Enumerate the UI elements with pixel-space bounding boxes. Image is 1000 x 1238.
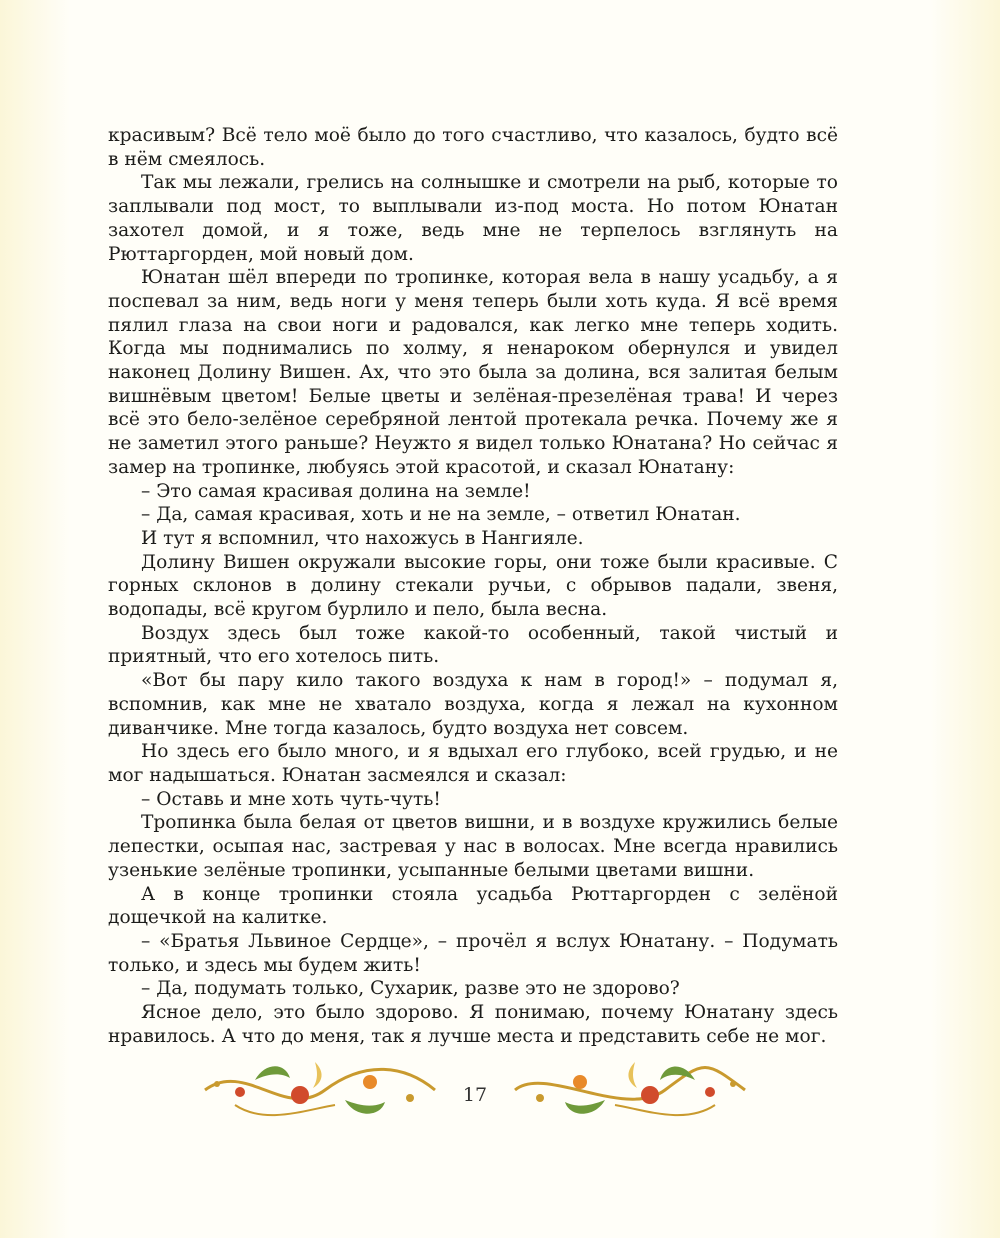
paragraph: И тут я вспомнил, что нахожусь в Нангияле.: [141, 527, 584, 549]
body-text: [108, 124, 838, 1048]
page-footer: [195, 1050, 755, 1130]
paragraph: – Да, подумать только, Сухарик, разве это не здорово?: [141, 978, 680, 1000]
paragraph: Так мы лежали, грелись на солнышке и смотрели на рыб, которые то заплывали под мост, то выплывали из-под моста. Но потом Юнатан захотел домой, и я тоже, ведь мне не терпелось взглянуть на Рюттаргорден, мой новый дом.: [108, 172, 838, 265]
floral-ornament-left-icon: [195, 1050, 440, 1130]
paragraph: Ясное дело, это было здорово. Я понимаю, почему Юнатану здесь нравилось. А что до меня, так я лучше места и представить себе не мог.: [108, 1002, 838, 1047]
paragraph: – Это самая красивая долина на земле!: [141, 480, 531, 502]
paragraph: красивым? Всё тело моё было до того счастливо, что казалось, будто всё в нём смеялось.: [108, 125, 838, 170]
paragraph: Юнатан шёл впереди по тропинке, которая вела в нашу усадьбу, а я поспевал за ним, ведь ноги у меня теперь были хоть куда. Я всё время пялил глаза на свои ноги и радовался, как легко мне теперь ходить. Когда мы поднимались по холму, я ненароком обернулся и увидел наконец Долину Вишен. Ах, что это была за долина, вся залитая белым вишнёвым цветом! Белые цветы и зелёная-презелёная трава! И через всё это бело-зелёное серебряной лентой протекала речка. Почему же я не заметил этого раньше? Неужто я видел только Юнатана? Но сейчас я замер на тропинке, любуясь этой красотой, и сказал Юнатану:: [108, 267, 838, 478]
paragraph: Воздух здесь был тоже какой-то особенный, такой чистый и приятный, что его хотелось пить.: [108, 622, 838, 668]
page-edge-glow-right: [930, 0, 1000, 1238]
paragraph: Но здесь его было много, и я вдыхал его глубоко, всей грудью, и не мог надышаться. Юнатан засмеялся и сказал:: [108, 741, 838, 786]
page-edge-glow-left: [0, 0, 70, 1238]
floral-ornament-right-icon: [510, 1050, 755, 1130]
paragraph: Долину Вишен окружали высокие горы, они тоже были красивые. С горных склонов в долину стекали ручьи, с обрывов падали, звеня, водопады, всё кругом бурлило и пело, была весна.: [108, 551, 838, 621]
paragraph: А в конце тропинки стояла усадьба Рюттаргорден с зелёной дощечкой на калитке.: [108, 883, 838, 929]
paragraph: «Вот бы пару кило такого воздуха к нам в город!» – подумал я, вспомнив, как мне не хватало воздуха, когда я лежал на кухонном диванчике. Мне тогда казалось, будто воздуха нет совсем.: [108, 670, 838, 739]
paragraph: – Оставь и мне хоть чуть-чуть!: [141, 788, 441, 810]
paragraph: – Да, самая красивая, хоть и не на земле, – ответил Юнатан.: [141, 504, 741, 526]
page-number: 17: [462, 1084, 488, 1106]
paragraph: Тропинка была белая от цветов вишни, и в воздухе кружились белые лепестки, осыпая нас, застревая у нас в волосах. Мне всегда нравились узенькие зелёные тропинки, усыпанные белыми цветами вишни.: [108, 812, 838, 881]
paragraph: – «Братья Львиное Сердце», – прочёл я вслух Юнатану. – Подумать только, и здесь мы будем жить!: [108, 930, 838, 976]
